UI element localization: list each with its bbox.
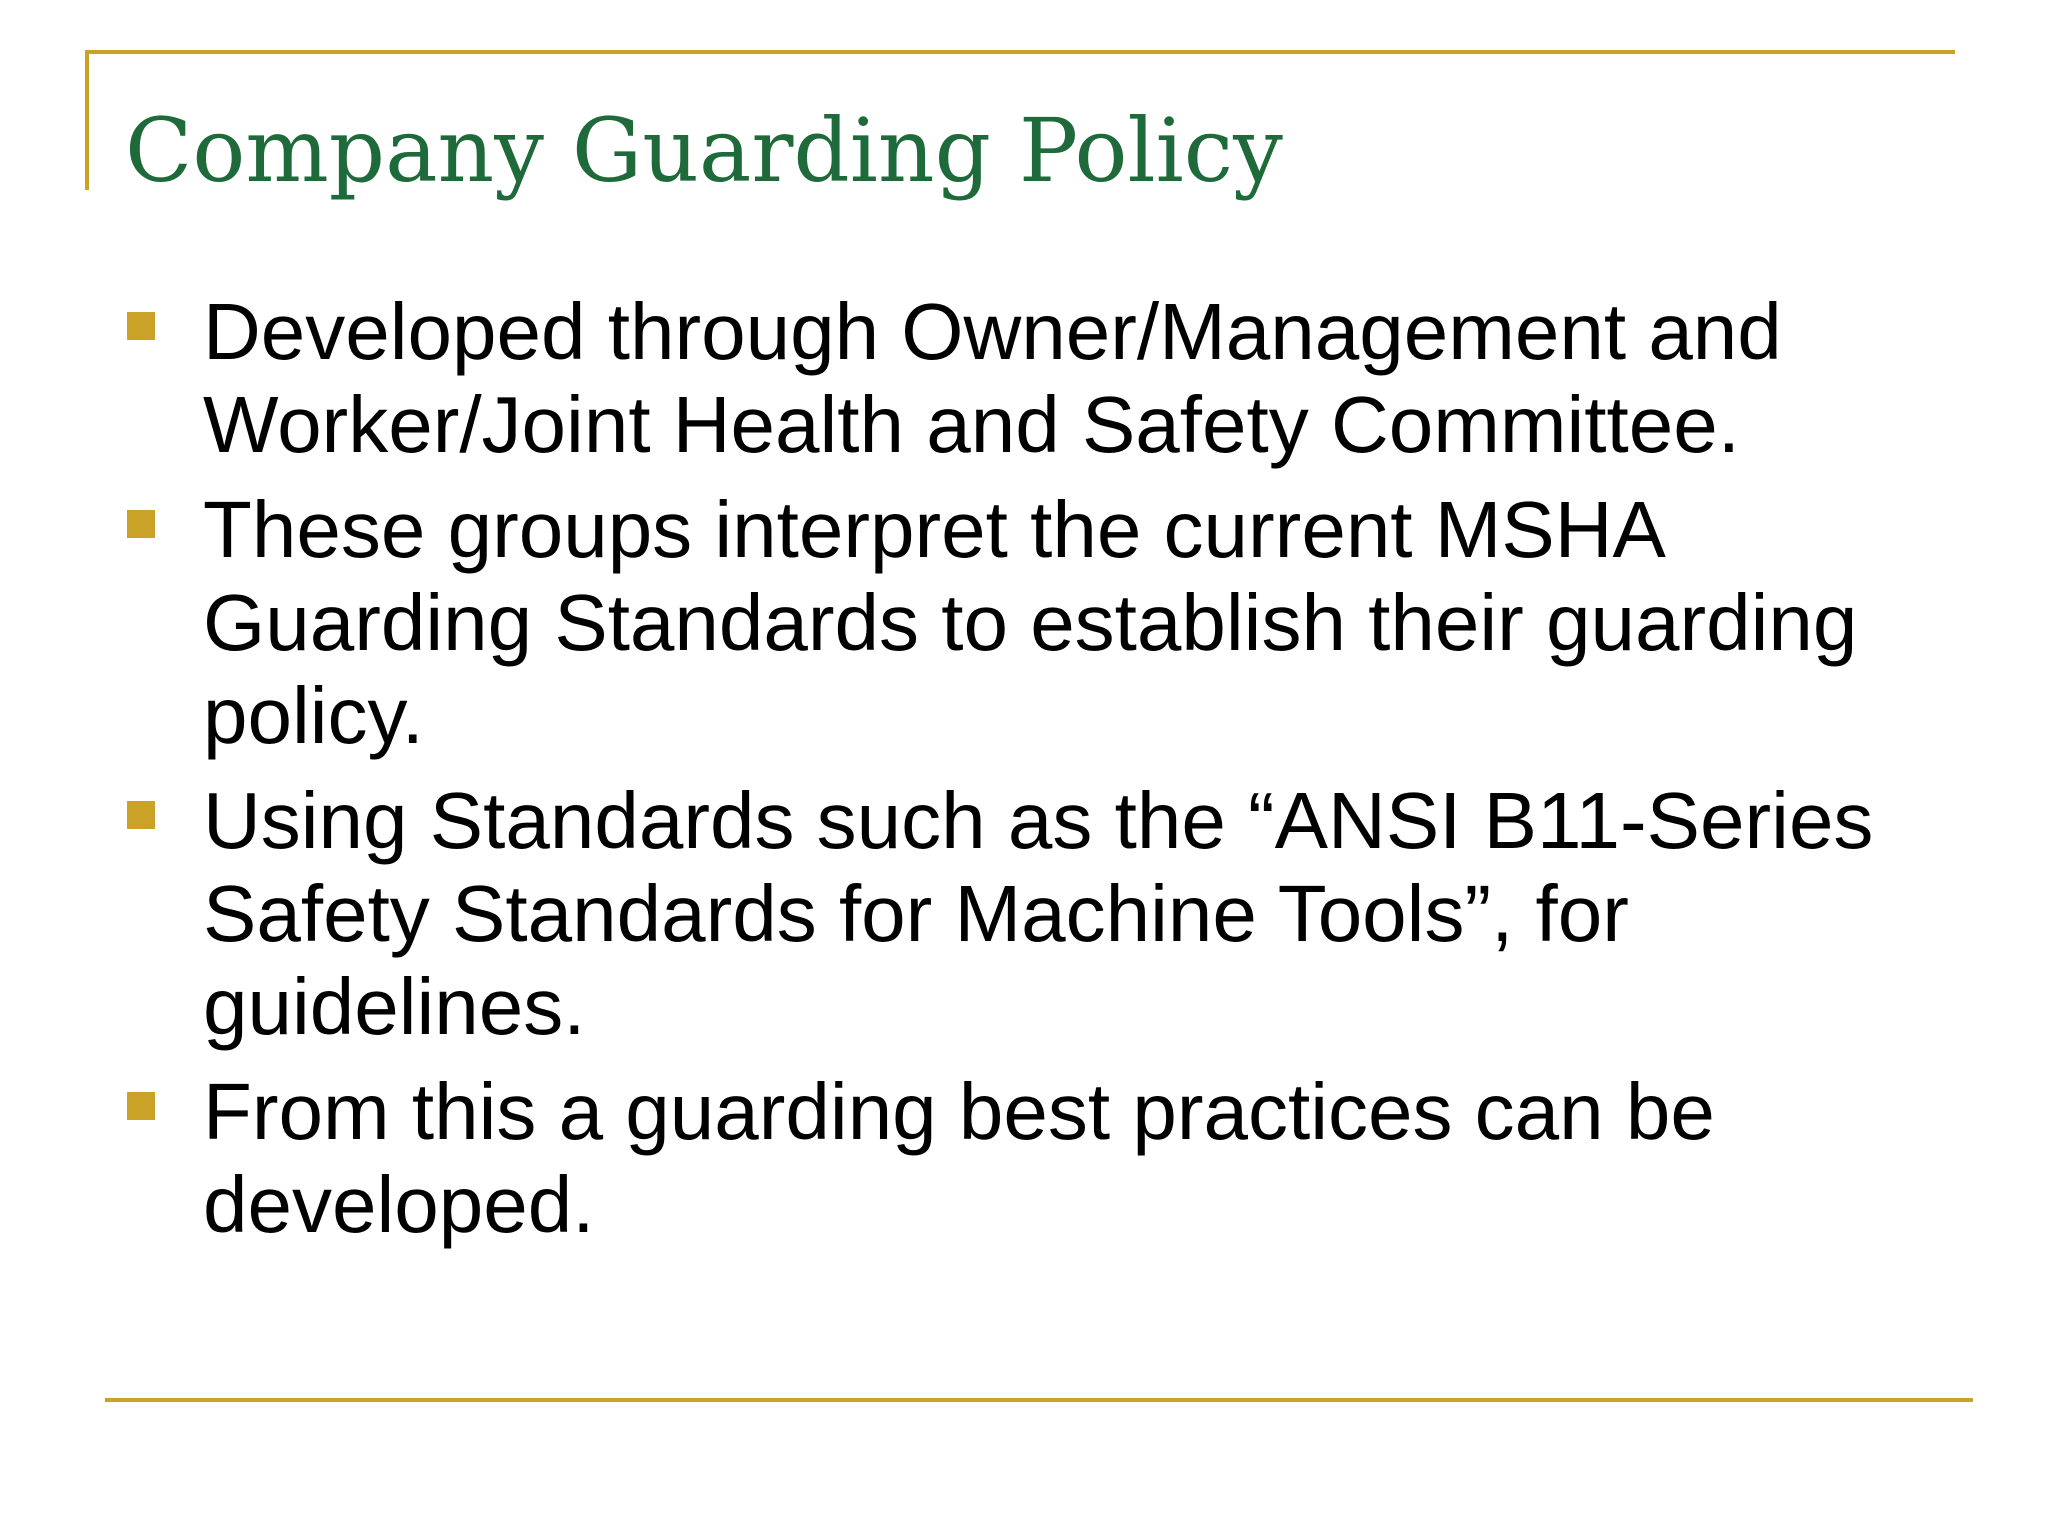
square-bullet-icon	[127, 1092, 155, 1120]
bullet-text: From this a guarding best practices can be developed.	[203, 1067, 1715, 1249]
left-divider	[85, 50, 89, 190]
square-bullet-icon	[127, 312, 155, 340]
bottom-divider	[105, 1398, 1973, 1402]
list-item	[125, 483, 1925, 762]
bullet-text: Using Standards such as the “ANSI B11-Series Safety Standards for Machine Tools”, for guidelines.	[203, 776, 1874, 1051]
slide-title: Company Guarding Policy	[125, 99, 1283, 202]
bullet-list	[125, 285, 1925, 1263]
square-bullet-icon	[127, 801, 155, 829]
list-item	[125, 285, 1925, 471]
square-bullet-icon	[127, 510, 155, 538]
list-item	[125, 774, 1925, 1053]
list-item	[125, 1065, 1925, 1251]
top-divider	[85, 50, 1955, 54]
bullet-text: Developed through Owner/Management and Worker/Joint Health and Safety Committee.	[203, 287, 1782, 469]
bullet-text: These groups interpret the current MSHA Guarding Standards to establish their guarding policy.	[203, 485, 1858, 760]
